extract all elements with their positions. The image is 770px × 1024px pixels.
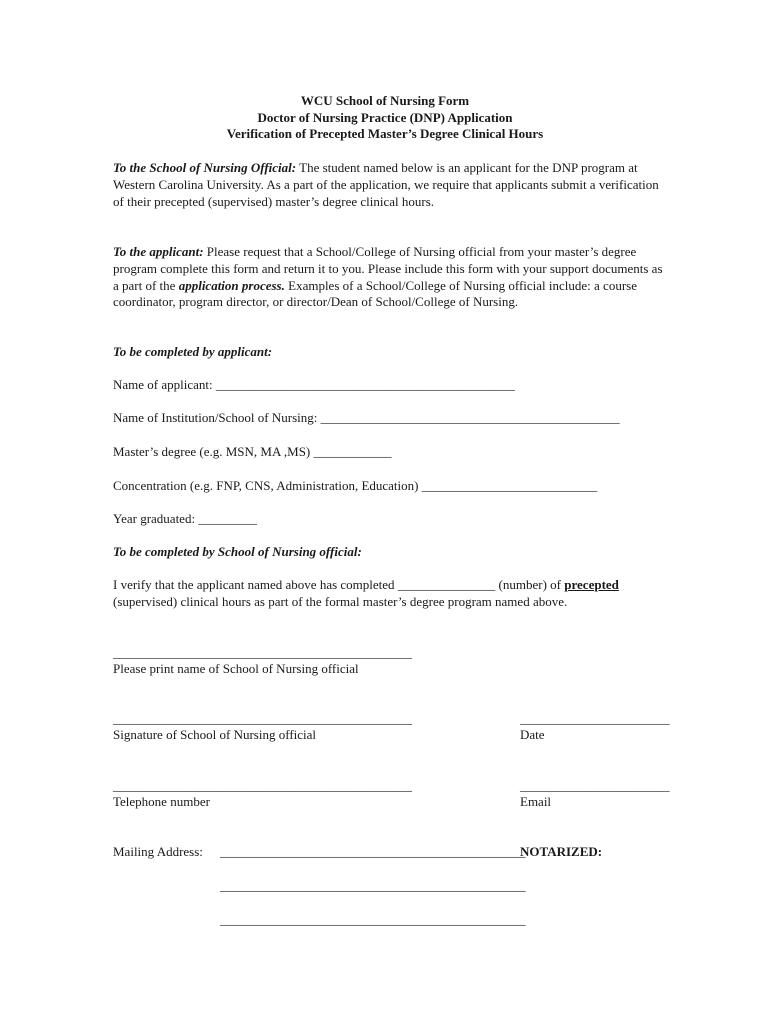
masters-degree-field[interactable]: Master’s degree (e.g. MSN, MA ,MS) ____________	[113, 444, 392, 459]
form-header	[0, 93, 770, 143]
applicant-section-heading: To be completed by applicant:	[113, 344, 273, 359]
mailing-address-line-1[interactable]: _______________________________________________	[220, 844, 526, 859]
application-process-emphasis: application process.	[178, 277, 285, 293]
telephone-line[interactable]: ______________________________________________	[113, 778, 412, 793]
precepted-emphasis: precepted	[564, 577, 619, 592]
mailing-address-line-3[interactable]: _______________________________________________	[220, 912, 526, 927]
intro-applicant-paragraph	[113, 244, 663, 311]
signature-label: Signature of School of Nursing official	[113, 727, 317, 742]
verification-paragraph	[113, 577, 663, 611]
intro-official-label: To the School of Nursing Official:	[113, 160, 297, 175]
telephone-label: Telephone number	[113, 794, 210, 809]
official-section-heading: To be completed by School of Nursing official:	[113, 544, 362, 559]
email-label: Email	[520, 794, 552, 809]
notarized-label: NOTARIZED:	[520, 844, 603, 859]
verification-text-1: I verify that the applicant named above has completed _______________ (number) of	[113, 577, 565, 592]
signature-line[interactable]: ______________________________________________	[113, 711, 412, 726]
form-subtitle-2: Verification of Precepted Master’s Degree Clinical Hours	[226, 126, 544, 141]
verification-text-2: (supervised) clinical hours as part of the formal master’s degree program named above.	[113, 593, 568, 609]
concentration-field[interactable]: Concentration (e.g. FNP, CNS, Administration, Education) ___________________________	[113, 478, 598, 493]
form-subtitle: Doctor of Nursing Practice (DNP) Application	[257, 109, 513, 125]
date-line[interactable]: _______________________	[520, 711, 670, 726]
date-label: Date	[520, 727, 545, 742]
mailing-address-line-2[interactable]: _______________________________________________	[220, 878, 526, 893]
intro-official-paragraph	[113, 160, 663, 210]
email-line[interactable]: _______________________	[520, 778, 670, 793]
intro-official-text: The student named below is an applicant for the DNP program at Western Carolina University. As a part of the application, we require that applicants submit a verification of their precepted (supervised) master’s degree clinical hours.	[113, 160, 659, 209]
mailing-address-label: Mailing Address:	[113, 844, 203, 859]
intro-applicant-text-2: Examples of a School/College of Nursing official include: a course coordinator, program director, or director/Dean of School/College of Nursing.	[113, 277, 637, 310]
form-title: WCU School of Nursing Form	[300, 93, 470, 108]
year-graduated-field[interactable]: Year graduated: _________	[113, 511, 257, 526]
applicant-name-field[interactable]: Name of applicant: ______________________________________________	[113, 377, 515, 392]
institution-name-field[interactable]: Name of Institution/School of Nursing: ______________________________________________	[113, 410, 620, 425]
intro-applicant-label: To the applicant:	[113, 244, 204, 259]
official-name-label: Please print name of School of Nursing official	[113, 661, 359, 676]
official-name-line[interactable]: ______________________________________________	[113, 645, 412, 660]
intro-applicant-text-1: Please request that a School/College of Nursing official from your master’s degree program complete this form and return it to you. Please include this form with your support documents as a part of the	[113, 244, 663, 293]
